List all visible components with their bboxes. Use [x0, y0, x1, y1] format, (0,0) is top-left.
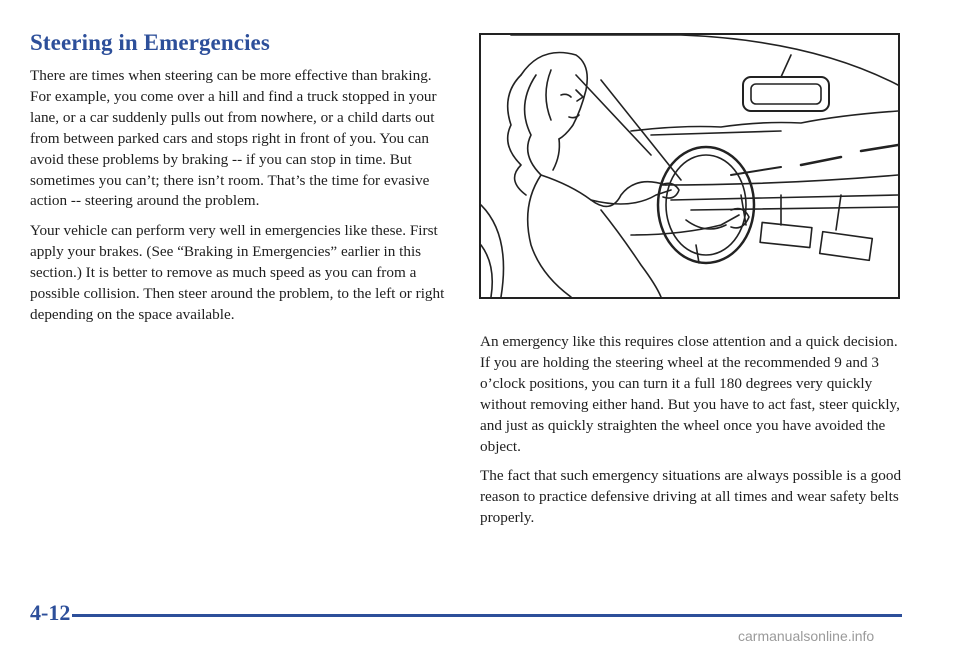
watermark: carmanualsonline.info [738, 628, 875, 644]
driver-illustration [479, 33, 900, 299]
body-paragraph: There are times when steering can be more effective than braking. For example, you come over a hill and find a truck stopped in your lane, or a car suddenly pulls out from nowhere, or a child darts out from between parked cars and stops right in front of you. You can avoid these problems by braking -- if you can stop in time. But sometimes you can’t; there isn’t room. That’s the time for evasive action -- steering around the problem. [30, 67, 437, 210]
body-paragraph: The fact that such emergency situations are always possible is a good reason to practice defensive driving at all times and wear safety belts properly. [480, 467, 902, 527]
left-column [30, 66, 450, 335]
body-paragraph: Your vehicle can perform very well in emergencies like these. First apply your brakes. (See “Braking in Emergencies” earlier in this section.) It is better to remove as much speed as you can from a possible collision. Then steer around the problem, to the left or right depending on the space available. [30, 222, 445, 323]
right-column [480, 332, 910, 538]
footer-rule [72, 614, 902, 617]
body-paragraph: An emergency like this requires close attention and a quick decision. If you are holding the steering wheel at the recommended 9 and 3 o’clock positions, you can turn it a full 180 degrees very quickly without removing either hand. But you have to act fast, steer quickly, and just as quickly straighten the wheel once you have avoided the object. [480, 333, 900, 455]
page-number: 4-12 [30, 600, 71, 625]
page-title: Steering in Emergencies [30, 30, 270, 55]
